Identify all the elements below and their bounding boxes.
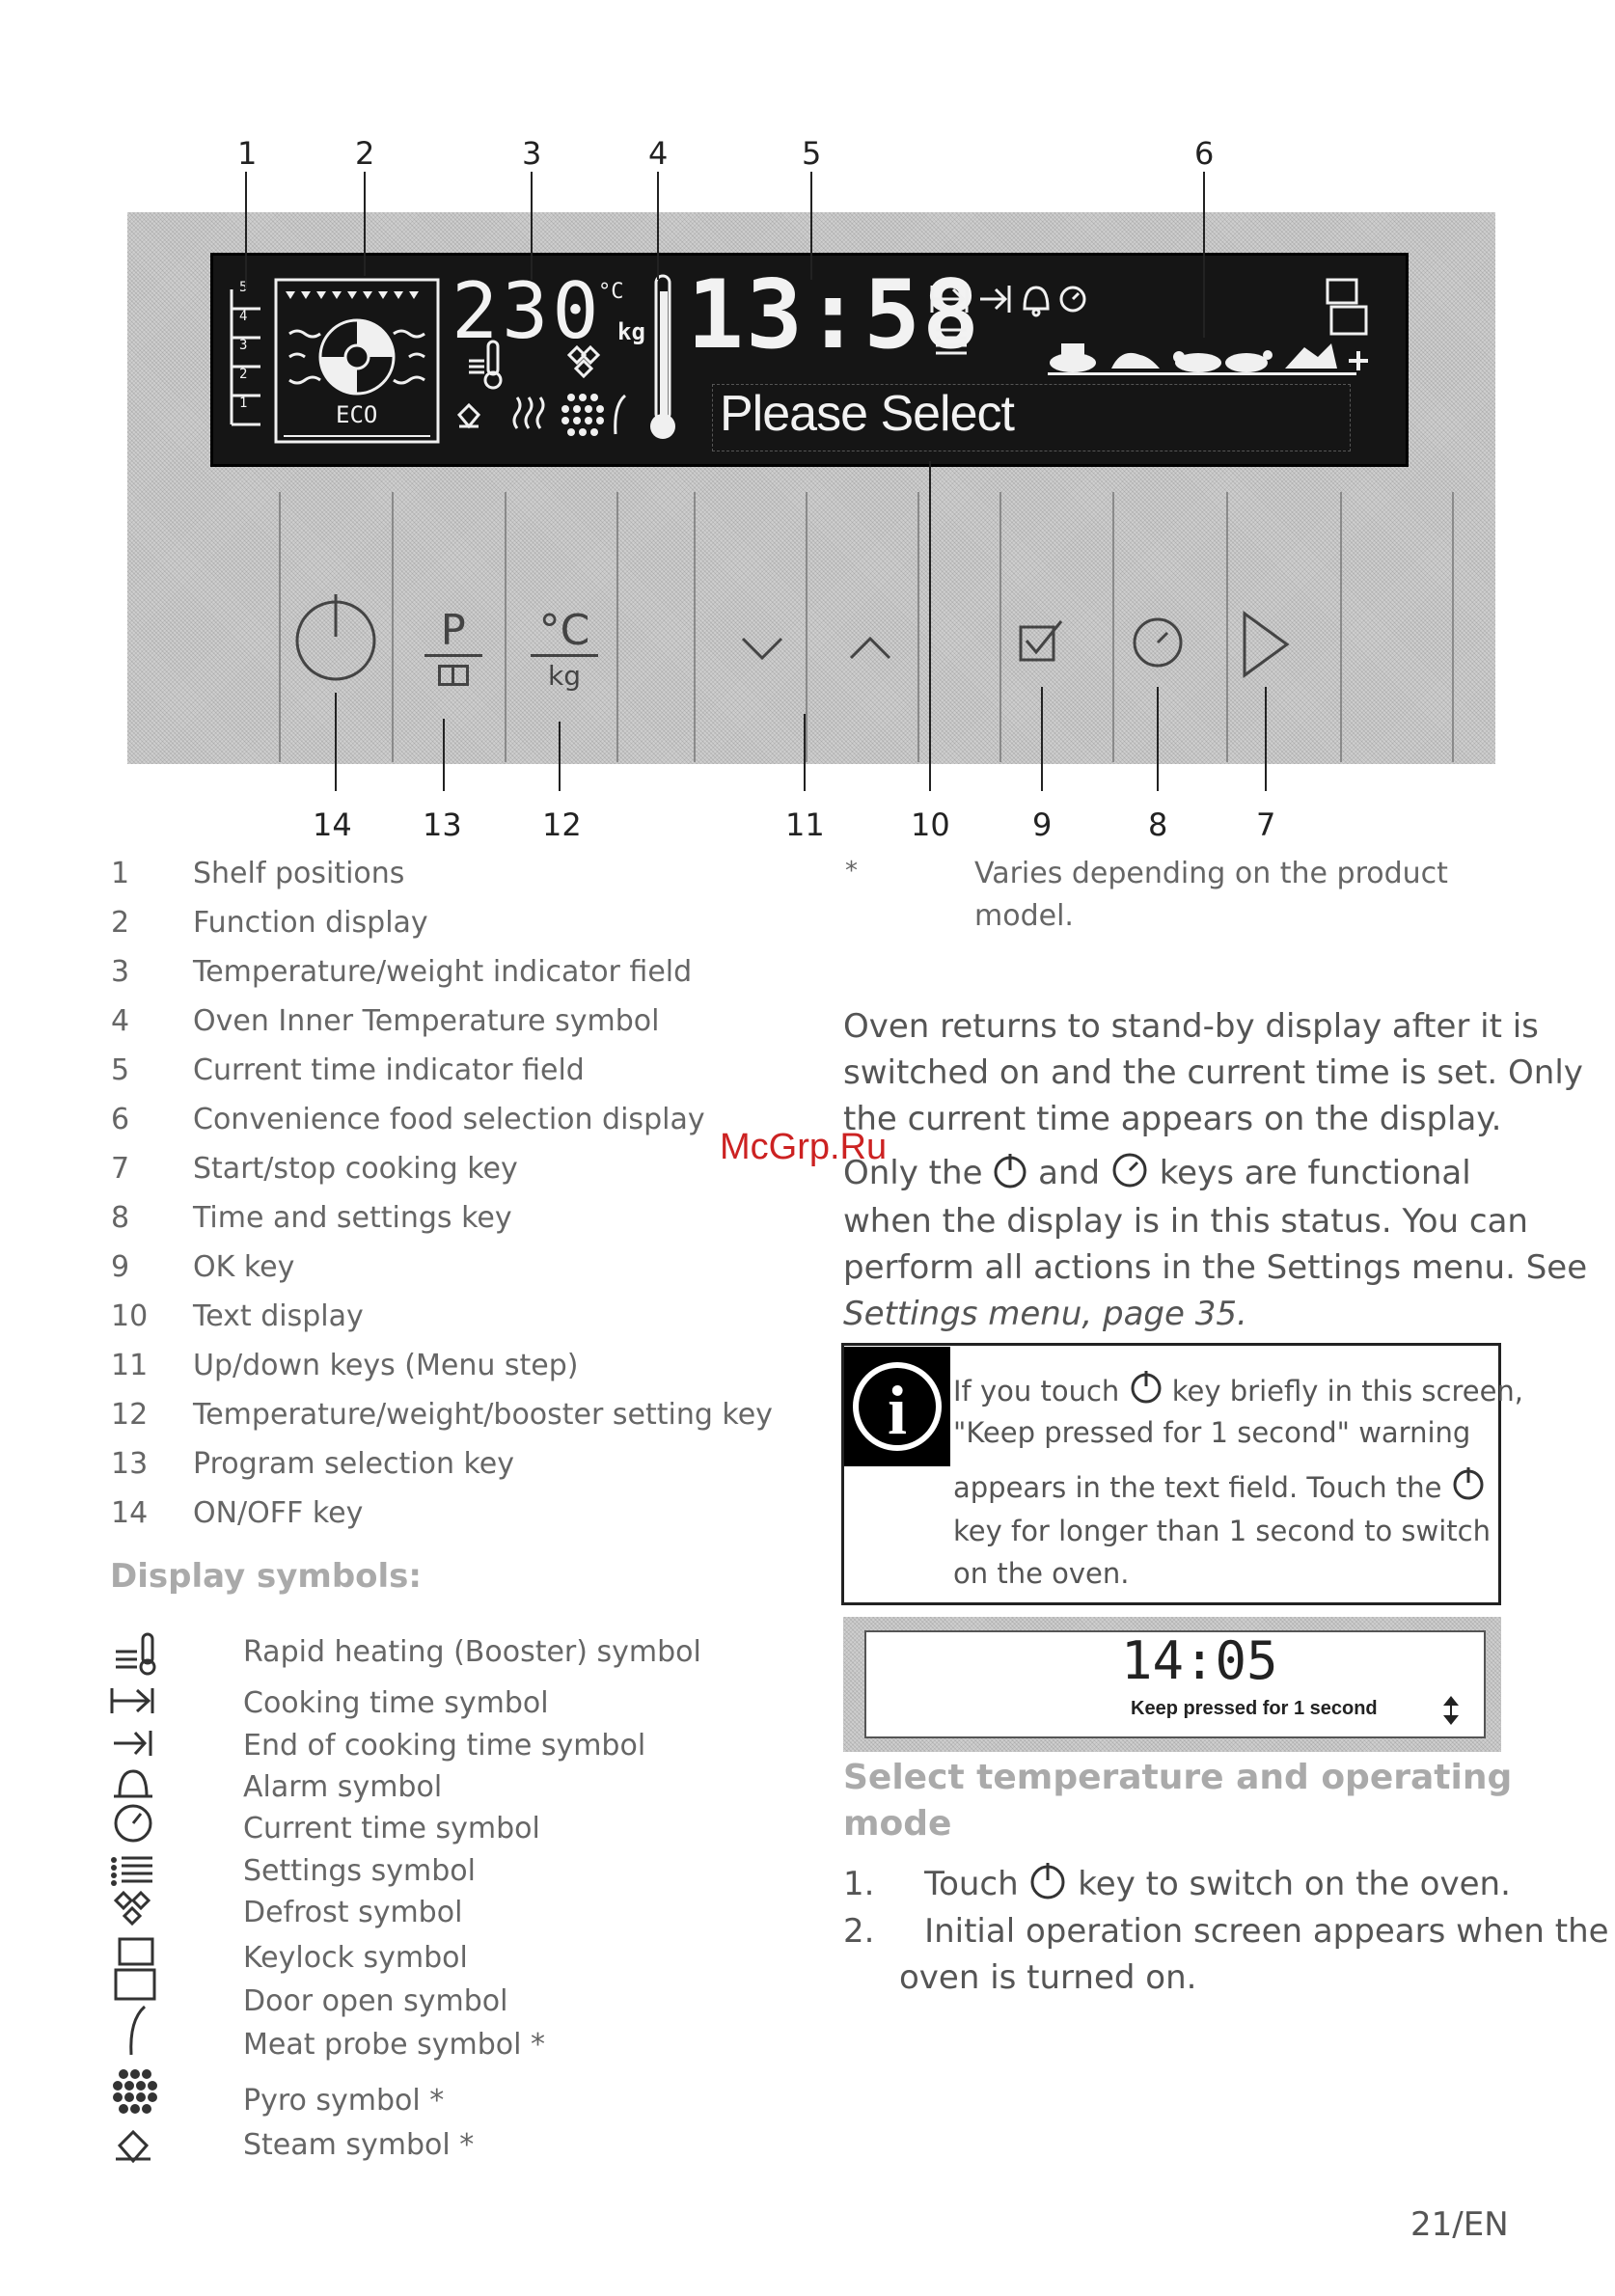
paragraph-line-7: Settings menu, page 35. — [843, 1295, 1247, 1333]
symbol-label: Steam symbol * — [243, 2128, 475, 2162]
legend-label: Program selection key — [193, 1447, 515, 1481]
legend-num: 3 — [111, 955, 130, 989]
program-key-label: P — [424, 608, 482, 657]
callout-8: 8 — [1148, 806, 1168, 843]
page-number: 21/EN — [1410, 2205, 1509, 2244]
info-line-4: key for longer than 1 second to switch — [953, 1515, 1491, 1547]
legend-label: Temperature/weight/booster setting key — [193, 1398, 773, 1432]
symbol-label: Door open symbol — [243, 1984, 508, 2018]
temperature-value: 230 — [452, 266, 603, 356]
callout-4: 4 — [648, 135, 669, 172]
symbol-label: Alarm symbol — [243, 1770, 443, 1804]
paragraph-line-1: Oven returns to stand-by display after it is — [843, 1007, 1539, 1046]
time-value: 13:58 — [687, 260, 982, 370]
section-heading-line-2: mode — [843, 1804, 952, 1844]
temperature-key-label: °C — [531, 608, 598, 657]
symbol-label: Cooking time symbol — [243, 1686, 549, 1720]
symbol-label: Meat probe symbol * — [243, 2028, 546, 2062]
mini-display-time: 14:05 — [1121, 1630, 1278, 1691]
legend-num: 1 — [111, 857, 130, 890]
paragraph-line-4 — [843, 1150, 1471, 1196]
info-icon — [844, 1347, 950, 1466]
step-2-continued: oven is turned on. — [899, 1958, 1197, 1997]
footnote-line-1: Varies depending on the product — [974, 857, 1448, 890]
callout-5: 5 — [802, 135, 822, 172]
callout-9: 9 — [1032, 806, 1053, 843]
info-line-1a: If you touch — [953, 1375, 1120, 1408]
step-2-num: 2. — [843, 1912, 875, 1951]
step-1a: Touch — [924, 1865, 1019, 1903]
legend-label: Shelf positions — [193, 857, 405, 890]
legend-label: Convenience food selection display — [193, 1103, 705, 1136]
symbol-label: Rapid heating (Booster) symbol — [243, 1635, 701, 1669]
footnote-mark: * — [845, 857, 858, 886]
step-2a: Initial operation screen appears when the — [924, 1912, 1609, 1951]
symbol-label: End of cooking time symbol — [243, 1729, 646, 1763]
legend-label: Up/down keys (Menu step) — [193, 1349, 579, 1382]
legend-num: 6 — [111, 1103, 130, 1136]
legend-num: 12 — [111, 1398, 149, 1432]
legend-num: 14 — [111, 1496, 149, 1530]
callout-11: 11 — [785, 806, 825, 843]
legend-num: 10 — [111, 1299, 149, 1333]
legend-label: Temperature/weight indicator field — [193, 955, 693, 989]
text-display: Please Select — [720, 386, 1014, 442]
paragraph-line-3: the current time appears on the display. — [843, 1100, 1502, 1138]
legend-num: 7 — [111, 1152, 130, 1186]
callout-leaders — [0, 0, 1615, 830]
symbol-label: Defrost symbol — [243, 1896, 463, 1929]
step-1 — [843, 1860, 1511, 1907]
info-line-2: "Keep pressed for 1 second" warning — [953, 1416, 1471, 1449]
step-1-num: 1. — [843, 1865, 875, 1903]
callout-14: 14 — [313, 806, 352, 843]
paragraph-line-4a: Only the — [843, 1154, 983, 1192]
info-line-3-text: appears in the text field. Touch the — [953, 1471, 1442, 1504]
legend-label: Current time indicator field — [193, 1053, 585, 1087]
shelf-number-4: 4 — [239, 309, 248, 324]
shelf-number-1: 1 — [239, 396, 248, 411]
power-icon — [1451, 1464, 1486, 1501]
info-line-3 — [953, 1464, 1486, 1504]
power-icon — [1129, 1368, 1163, 1405]
eco-label: ECO — [336, 401, 378, 428]
power-icon — [1028, 1860, 1067, 1900]
legend-label: Time and settings key — [193, 1201, 512, 1235]
callout-1: 1 — [237, 135, 258, 172]
legend-num: 8 — [111, 1201, 130, 1235]
callout-7: 7 — [1256, 806, 1276, 843]
step-2 — [843, 1908, 1609, 1954]
clock-icon — [1110, 1151, 1149, 1189]
paragraph-line-6: perform all actions in the Settings menu. See — [843, 1248, 1588, 1287]
watermark: McGrp.Ru — [720, 1127, 888, 1167]
shelf-number-3: 3 — [239, 338, 248, 353]
legend-num: 9 — [111, 1250, 130, 1284]
legend-num: 4 — [111, 1004, 130, 1038]
mini-display-text: Keep pressed for 1 second — [1131, 1698, 1378, 1719]
callout-12: 12 — [542, 806, 582, 843]
temperature-unit: °C — [598, 280, 624, 304]
paragraph-line-4c: keys are functional — [1159, 1154, 1471, 1192]
callout-13: 13 — [423, 806, 462, 843]
legend-num: 13 — [111, 1447, 149, 1481]
svg-text:i: i — [887, 1372, 908, 1449]
power-icon — [993, 1151, 1027, 1189]
symbol-label: Keylock symbol — [243, 1941, 468, 1975]
symbol-label: Settings symbol — [243, 1854, 476, 1888]
symbol-label: Current time symbol — [243, 1812, 540, 1845]
step-1b: key to switch on the oven. — [1078, 1865, 1511, 1903]
callout-6: 6 — [1194, 135, 1215, 172]
legend-label: OK key — [193, 1250, 295, 1284]
legend-num: 5 — [111, 1053, 130, 1087]
section-heading-line-1: Select temperature and operating — [843, 1758, 1513, 1797]
kg-key-label: kg — [548, 660, 581, 692]
legend-num: 11 — [111, 1349, 149, 1382]
symbol-icons — [106, 1630, 164, 2171]
paragraph-line-4b: and — [1038, 1154, 1101, 1192]
legend-label: Oven Inner Temperature symbol — [193, 1004, 660, 1038]
paragraph-line-5: when the display is in this status. You can — [843, 1202, 1528, 1241]
info-line-1b: key briefly in this screen, — [1171, 1375, 1524, 1408]
display-symbols-heading: Display symbols: — [110, 1557, 423, 1596]
legend-label: Text display — [193, 1299, 364, 1333]
callout-10: 10 — [911, 806, 950, 843]
shelf-number-5: 5 — [239, 280, 248, 295]
callout-2: 2 — [355, 135, 375, 172]
weight-unit: kg — [617, 318, 645, 345]
scroll-arrows-icon — [1439, 1694, 1463, 1727]
shelf-number-2: 2 — [239, 367, 248, 382]
info-line-5: on the oven. — [953, 1557, 1130, 1590]
info-line-1 — [953, 1368, 1523, 1408]
legend-num: 2 — [111, 906, 130, 940]
paragraph-line-2: switched on and the current time is set. Only — [843, 1053, 1583, 1092]
footnote-line-2: model. — [974, 899, 1074, 933]
legend-label: ON/OFF key — [193, 1496, 364, 1530]
symbol-label: Pyro symbol * — [243, 2084, 445, 2118]
legend-label: Function display — [193, 906, 428, 940]
legend-label: Start/stop cooking key — [193, 1152, 518, 1186]
callout-3: 3 — [522, 135, 542, 172]
